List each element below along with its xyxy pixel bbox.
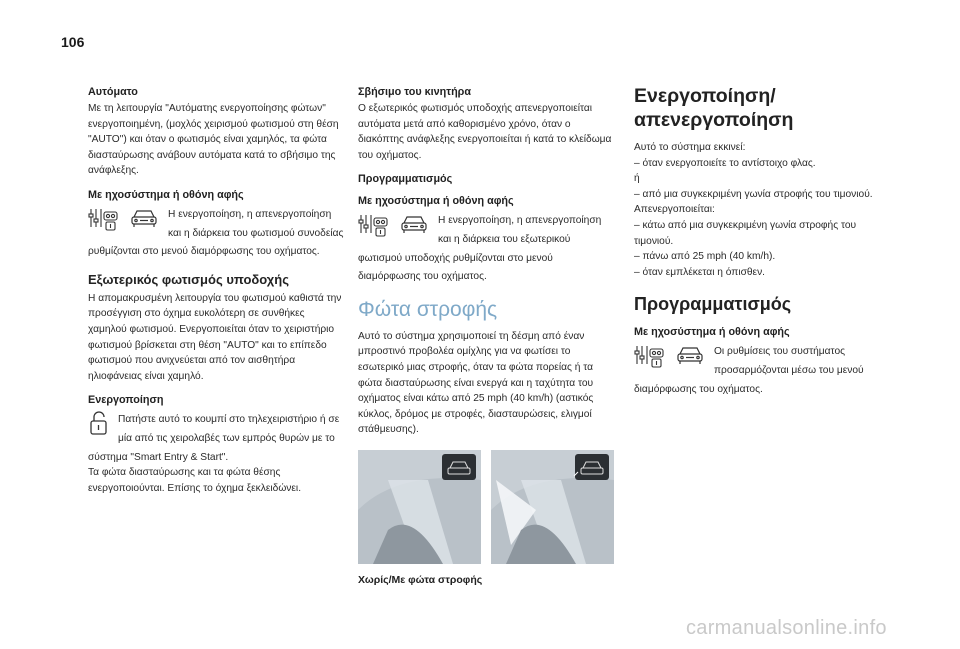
list-item: – όταν ενεργοποιείτε το αντίστοιχο φλας. — [634, 157, 816, 169]
cornering-title: Φώτα στροφής — [358, 297, 498, 321]
system-title: Με ηχοσύστημα ή οθόνη αφής — [88, 188, 244, 201]
list-item: – κάτω από μια συγκεκριμένη γωνία στροφής του τιμονιού. — [634, 219, 857, 247]
column-left — [88, 82, 346, 500]
intro-text: Αυτό το σύστημα εκκινεί: — [634, 142, 746, 153]
exterior-text: Η απομακρυσμένη λειτουργία του φωτισμού καθιστά την προσέγγιση στο όχημα ευκολότερη σε συνθήκες χαμηλού φωτισμού. Ενεργοποιείται όταν το χειριστήριο φωτισμού βρίσκεται στη θέση "AUTO" και το επίπεδο φωτισμού που ανιχνεύεται από τον αισθητήρα ηλιοφάνειας είναι χαμηλό. — [88, 292, 342, 382]
activation-text-2: Τα φώτα διασταύρωσης και τα φώτα θέσης ενεργοποιούνται. Επίσης το όχημα ξεκλειδώνει. — [88, 467, 302, 494]
illustration-caption: Χωρίς/Με φώτα στροφής — [358, 573, 483, 586]
engine-off-title: Σβήσιμο του κινητήρα — [358, 86, 471, 98]
exterior-title: Εξωτερικός φωτισμός υποδοχής — [88, 271, 289, 287]
list-item: – όταν εμπλέκεται η όπισθεν. — [634, 266, 766, 278]
icon-paragraph — [358, 210, 616, 284]
column-middle — [358, 82, 616, 586]
activation-deactivation-title: Ενεργοποίηση/ απενεργοποίηση — [634, 85, 794, 131]
system-title: Με ηχοσύστημα ή οθόνη αφής — [634, 326, 790, 339]
system-text: Η ενεργοποίηση, η απενεργοποίηση και η διάρκεια του φωτισμού συνοδείας ρυθμίζονται στο μενού διαμόρφωσης του οχήματος. — [88, 208, 344, 258]
watermark: carmanualsonline.info — [686, 617, 887, 639]
icon-group — [358, 211, 430, 237]
page-number: 106 — [61, 34, 85, 50]
programming-title: Προγραμματισμός — [634, 294, 792, 315]
illustrations — [358, 450, 616, 564]
car-icon — [674, 342, 706, 368]
illustration-without-cornering-light — [358, 450, 481, 564]
activation-title: Ενεργοποίηση — [88, 394, 164, 407]
or-text: ή — [634, 173, 640, 185]
column-right — [634, 82, 892, 397]
activation-paragraph — [88, 409, 346, 465]
car-icon — [128, 205, 160, 231]
icon-group — [88, 410, 110, 436]
settings-phone-icon — [634, 342, 666, 368]
cornering-text: Αυτό το σύστημα χρησιμοποιεί τη δέσμη από έναν μπροστινό προβολέα ομίχλης για να φωτίσει το εσωτερικό μιας στροφής, όταν τα φώτα πορείας ή τα φώτα διασταύρωσης είναι ενεργά και η ταχύτητα του οχήματος είναι κάτω από 25 mph (40 km/h) (αστικός κύκλος, δρόμος με στροφές, διασταυρώσεις, ελιγμοί στάθμευσης). — [358, 330, 594, 436]
car-icon — [398, 211, 430, 237]
system-text: Οι ρυθμίσεις του συστήματος προσαρμόζονται μέσω του μενού διαμόρφωσης του οχήματος. — [634, 346, 864, 395]
auto-text: Με τη λειτουργία "Αυτόματης ενεργοποίησης φώτων" ενεργοποιημένη, (μοχλός χειρισμού φωτισμού στη θέση "AUTO") και όταν ο φωτισμός είναι χαμηλός, τα φώτα διασταύρωσης ανάβουν αυτόματα κατά το σβήσιμο της ανάφλεξης. — [88, 103, 339, 177]
activation-text: Πατήστε αυτό το κουμπί στο τηλεχειριστήριο ή σε μία από τις χειρολαβές των εμπρός θυρών με το σύστημα "Smart Entry & Start". — [88, 414, 340, 463]
settings-phone-icon — [358, 211, 390, 237]
system-title: Με ηχοσύστημα ή οθόνη αφής — [358, 195, 514, 208]
deactivation-text: Απενεργοποιείται: — [634, 204, 715, 216]
section-title-auto: Αυτόματο — [88, 86, 138, 98]
icon-paragraph — [88, 204, 346, 260]
list-item: – από μια συγκεκριμένη γωνία στροφής του τιμονιού. — [634, 188, 873, 200]
engine-off-text: Ο εξωτερικός φωτισμός υποδοχής απενεργοποιείται αυτόματα μετά από καθορισμένο χρόνο, όταν ο διακόπτης ανάφλεξης ενεργοποιείται ή κατά το κλείδωμα του οχήματος. — [358, 103, 612, 161]
system-text: Η ενεργοποίηση, η απενεργοποίηση και η διάρκεια του εξωτερικού φωτισμού υποδοχής ρυθμίζονται στο μενού διαμόρφωσης του οχήματος. — [358, 215, 602, 283]
icon-paragraph — [634, 341, 892, 397]
icon-group — [88, 205, 160, 231]
programming-title: Προγραμματισμός — [358, 173, 453, 186]
illustration-with-cornering-light — [491, 450, 614, 564]
list-item: – πάνω από 25 mph (40 km/h). — [634, 251, 776, 263]
unlock-icon — [88, 410, 110, 436]
settings-phone-icon — [88, 205, 120, 231]
icon-group — [634, 342, 706, 368]
